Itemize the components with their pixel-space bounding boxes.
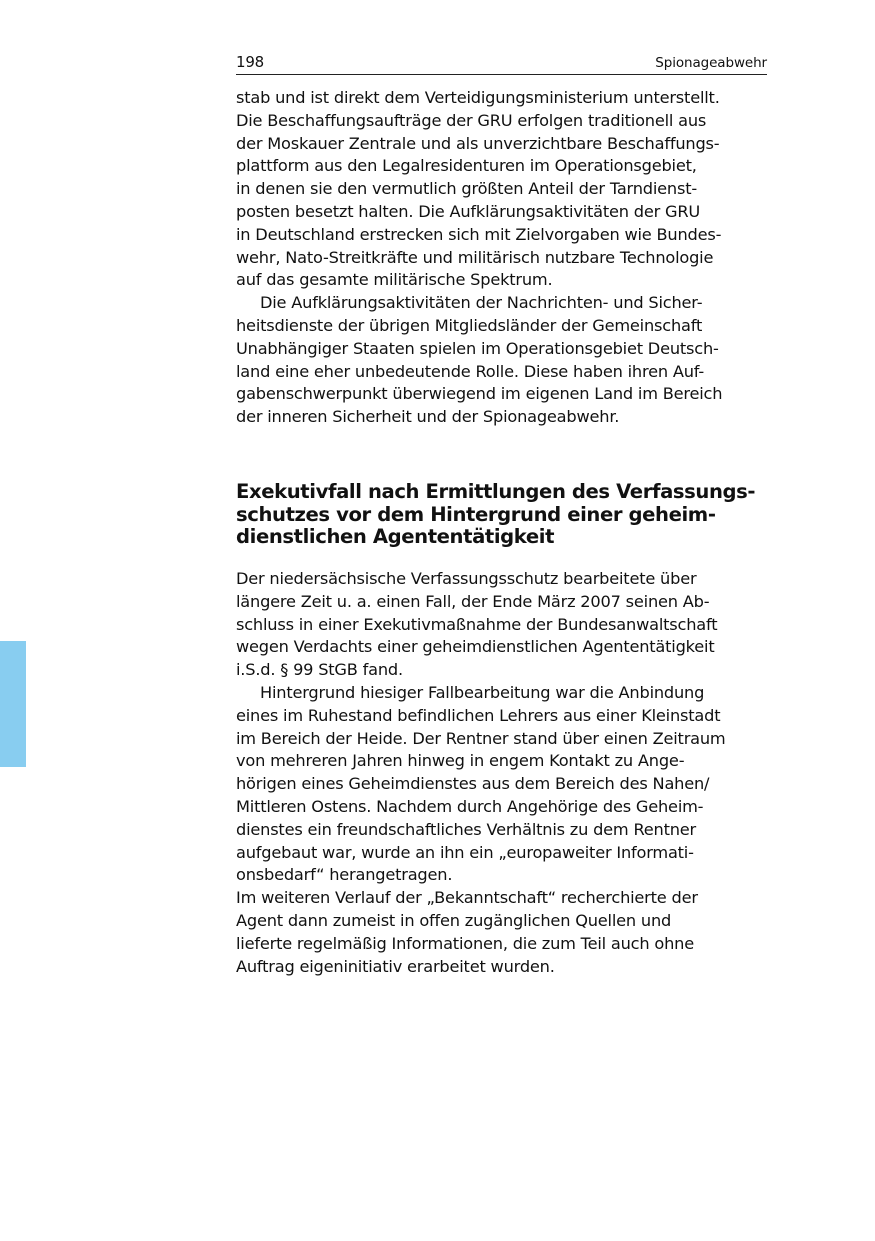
text-line: wehr, Nato-Streitkräfte und militärisch nutzbare Technologie xyxy=(236,247,714,267)
text-line: Unabhängiger Staaten spielen im Operationsgebiet Deutsch- xyxy=(236,338,719,358)
text-line: heitsdienste der übrigen Mitgliedsländer der Gemeinschaft xyxy=(236,315,703,335)
text-line: plattform aus den Legalresidenturen im Operationsgebiet, xyxy=(236,156,697,176)
heading-line: Exekutivfall nach Ermittlungen des Verfassungs- xyxy=(236,480,756,503)
text-line: Hintergrund hiesiger Fallbearbeitung war die Anbindung xyxy=(260,682,705,702)
text-line: dienstes ein freundschaftliches Verhältnis zu dem Rentner xyxy=(236,819,697,839)
text-line: in Deutschland erstrecken sich mit Zielvorgaben wie Bundes- xyxy=(236,224,722,244)
page-number: 198 xyxy=(236,53,265,71)
page-header xyxy=(236,52,767,75)
text-line: i.S.d. § 99 StGB fand. xyxy=(236,660,403,680)
text-line: wegen Verdachts einer geheimdienstlichen Agententätigkeit xyxy=(236,637,715,657)
text-line: eines im Ruhestand befindlichen Lehrers aus einer Kleinstadt xyxy=(236,705,721,725)
chapter-side-tab xyxy=(0,641,26,767)
text-line: Der niedersächsische Verfassungsschutz bearbeitete über xyxy=(236,569,697,588)
text-line: von mehreren Jahren hinweg in engem Kontakt zu Ange- xyxy=(236,751,685,771)
text-line: im Bereich der Heide. Der Rentner stand über einen Zeitraum xyxy=(236,728,726,748)
text-line: der inneren Sicherheit und der Spionageabwehr. xyxy=(236,407,620,427)
text-line: längere Zeit u. a. einen Fall, der Ende März 2007 seinen Ab- xyxy=(236,591,710,611)
running-head: Spionageabwehr xyxy=(655,55,767,71)
text-line: lieferte regelmäßig Informationen, die zum Teil auch ohne xyxy=(236,933,694,953)
heading-line: schutzes vor dem Hintergrund einer geheim- xyxy=(236,502,716,526)
body-paragraph-intro xyxy=(236,87,767,429)
text-line: Die Beschaffungsaufträge der GRU erfolgen traditionell aus xyxy=(236,110,707,130)
text-line: in denen sie den vermutlich größten Anteil der Tarndienst- xyxy=(236,179,697,199)
text-line: Im weiteren Verlauf der „Bekanntschaft“ recherchierte der xyxy=(236,888,698,908)
text-line: auf das gesamte militärische Spektrum. xyxy=(236,270,553,290)
text-line: der Moskauer Zentrale und als unverzichtbare Beschaffungs- xyxy=(236,133,720,153)
body-paragraph-case xyxy=(236,568,767,978)
text-line: Auftrag eigeninitiativ erarbeitet wurden. xyxy=(236,956,555,976)
text-line: stab und ist direkt dem Verteidigungsministerium unterstellt. xyxy=(236,88,720,107)
section-heading xyxy=(236,481,767,549)
text-line: hörigen eines Geheimdienstes aus dem Bereich des Nahen/ xyxy=(236,774,710,794)
text-line: land eine eher unbedeutende Rolle. Diese haben ihren Auf- xyxy=(236,361,705,381)
text-line: schluss in einer Exekutivmaßnahme der Bundesanwaltschaft xyxy=(236,614,718,634)
text-line: aufgebaut war, wurde an ihn ein „europaweiter Informati- xyxy=(236,842,694,862)
heading-line: dienstlichen Agententätigkeit xyxy=(236,525,555,549)
text-line: posten besetzt halten. Die Aufklärungsaktivitäten der GRU xyxy=(236,201,701,221)
text-line: Die Aufklärungsaktivitäten der Nachrichten- und Sicher- xyxy=(260,293,703,313)
text-line: Mittleren Ostens. Nachdem durch Angehörige des Geheim- xyxy=(236,796,704,816)
text-line: Agent dann zumeist in offen zugänglichen Quellen und xyxy=(236,910,672,930)
text-line: onsbedarf“ herangetragen. xyxy=(236,865,453,885)
text-line: gabenschwerpunkt überwiegend im eigenen Land im Bereich xyxy=(236,384,723,404)
